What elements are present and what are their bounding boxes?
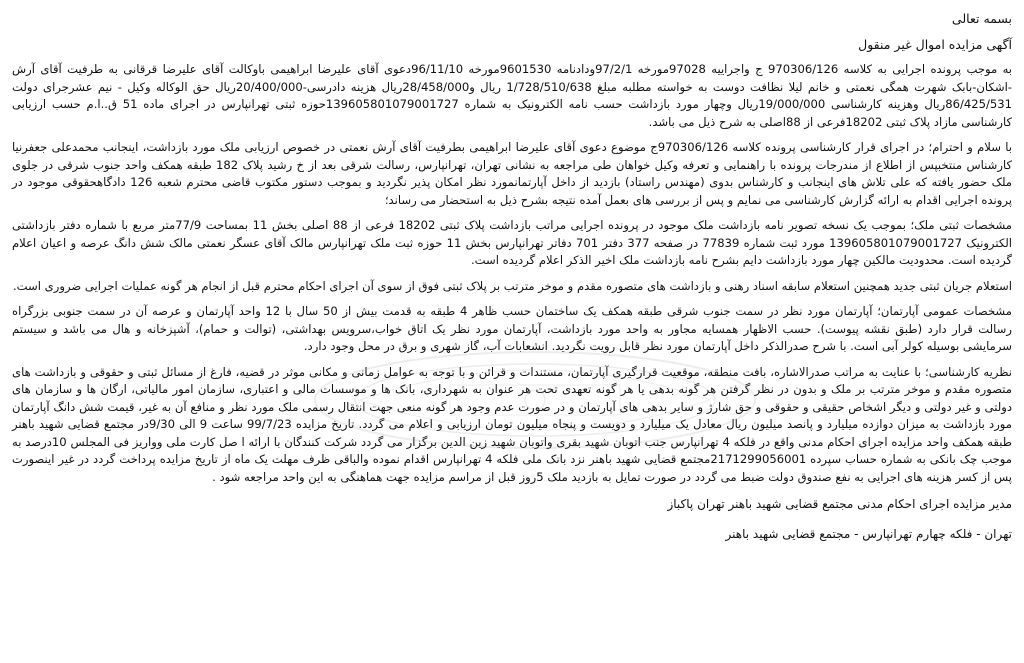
paragraph-expert-intro: با سلام و احترام؛ در اجرای قرار کارشناسی پرونده کلاسه 970306/126ج موضوع دعوی آقای علیرضا ابراهیمی بطرفیت آقای آرش نعمتی در خصوص ارزیابی ملک مورد بازداشت، اینجانب محمدعلی جعفرنیا کارشناس منتخبپس از اطلاع از مندرجات پرونده با راهنمایی و تعرفه وکیل خواهان طی مراجعه به نشانی تهران، تهرانپارس، رسالت شرقی بعد از خ رشید پلاک 182 طبقه همکف واحد جنوب شرقی در جلوی ملک حضور یافته که علی تلاش های اینجانب و کارشناس بدوی (مهندس راستاد) بازدید از داخل آپارتمانمورد نظر امکان پذیر نگردید و بموجب دستور مکتوب قاضی محترم شعبه 126 دادگاهحقوقی موجود در پرونده اجرایی اقدام به ارائه گزارش کارشناسی می نمایم و پس از بررسی های بعمل آمده نتیجه بشرح ذیل به استحضار می رساند؛ <box>12 140 1012 207</box>
signature-line: مدیر مزایده اجرای احکام مدنی مجتمع قضایی شهید باهنر تهران پاکباز <box>667 497 1012 511</box>
paragraph-expert-opinion: نظریه کارشناسی؛ با عنایت به مراتب صدرالاشاره، بافت منطقه، موقعیت قرارگیری آپارتمان، مستندات و قرائن و با توجه به عوامل زمانی و مکانی موثر در قضیه، فارغ از مسائل ثبتی و حقوقی و بازداشت های متصوره مقدم و موخر مترتب بر ملک و بدون در نظر گرفتن هر گونه بدهی یا هر گونه تعهدی تحت هر عنوان به شهرداری، بانک ها و موسسات مالی و اعتباری، سازمان امور مالیاتی، ارگان ها و سازمان های دولتی و غیر دولتی و دیگر اشخاص حقیقی و حقوقی و حق شارژ و سایر بدهی های آپارتمان و در صورت عدم وجود هر گونه منعی جهت انتقال رسمی ملک مورد نظر و منافع آن به غیر، قیمت شش دانگ آپارتمان مورد بازداشت به میزان دوازده میلیارد و پانصد میلیون ریال معادل یک میلیارد و دویست و پنجاه میلیون تومان ارزیابی و اعلام می گردد. تاریخ مزایده 99/7/23 ساعت 9 الی 9/30در مجتمع قضایی شهید باهنر طبقه همکف واحد مزایده اجرای احکام مدنی واقع در فلکه 4 تهرانپارس جنب اتوبان شهید بقری واتوبان شهید زین الدین برگزار می گردد شرکت کنندگان با ارائه ا صل کارت ملی وواریز فی المجلس 10درصد به موجب چک بانکی به شماره حساب سپرده 2171299056001مجتمع قضایی شهید باهنر نزد بانک ملی فلکه 4 تهرانپارس اقدام نموده والباقی ظرف مهلت یک ماه از تاریخ مزایده پرداخت گردد در غیر اینصورت پس از کسر هزینه های اجرایی به نفع صندوق دولت ضبط می گردد در صورت تمایل به بازدید ملک 5روز قبل از مراسم مزایده جهت هماهنگی به این واحد مراجعه شود . <box>12 364 1013 484</box>
paragraph-inquiry-note: استعلام جریان ثبتی جدید همچنین استعلام سابقه اسناد رهنی و بازداشت های متصوره مقدم و موخر مترتب بر پلاک ثبتی فوق از سوی آن اجرای احکام محترم قبل از انجام هر گونه عملیات اجرایی ضروری است. <box>12 278 1012 293</box>
paragraph-registration-details: مشخصات ثبتی ملک؛ بموجب یک نسخه تصویر نامه بازداشت ملک موجود در پرونده اجرایی مراتب بازداشت پلاک ثبتی 18202 فرعی از 88 اصلی بخش 11 بمساحت 77/9متر مربع با شماره دفتر بازداشتی الکترونیک 139605801079001727 مورد ثبت شماره 77839 در صفحه 377 دفتر 701 دفاتر تهرانپارس بخش 11 حوزه ثبت ملک تهرانپارس مالک آقای عسگر نعمتی مالک شش دانگ عرصه و اعیان اعلام گردیده است. محدودیت مالکین چهار مورد بازداشت دایم بشرح نامه بازداشت ملک اخیر الذکر اعلام گردیده است. <box>12 218 1012 267</box>
basmala: بسمه تعالی <box>951 11 1012 26</box>
address-line: تهران - فلکه چهارم تهرانپارس - مجتمع قضایی شهید باهنر <box>725 526 1012 541</box>
paragraph-case-summary: به موجب پرونده اجرایی به کلاسه 970306/126 ج واجراییه 97028مورخه 97/2/1ودادنامه 9601530مورخه 96/11/10دعوی آقای علیرضا ابراهیمی باوکالت آقای علیرضا قرقانی به طرفیت آقای آرش -اشکان-بابک شهرت همگی نعمتی و خانم لیلا نظافت دوست به خواسته مطلبه مبلغ 1/728/510/638 ریال و28/458/000ریال هزینه دادرسی-20/400/000ریال حق الوکاله وکیل - نیم عشرجرای دولت 86/425/531ریال وهزینه کارشناسی 19/000/000ریال وچهار مورد بازداشت حسب نامه الکترونیک به شماره 139605801079001727حوزه ثبتی تهرانپارس در اجرای ماده 51 ق..ا.م حسب ارزیابی کارشناسی مازاد پلاک ثبتی 18202فرعی از 88اصلی به شرح ذیل می باشد. <box>12 62 1013 129</box>
document-title: آگهی مزایده اموال غیر منقول <box>858 36 1012 52</box>
paragraph-apartment-specs: مشخصات عمومی آپارتمان؛ آپارتمان مورد نظر در سمت جنوب شرقی طبقه همکف یک ساختمان حسب ظاهر 4 طبقه به قدمت بیش از 50 سال با 12 واحد آپارتمان و عرصه آن در سمت جنوبی بزرگراه رسالت قرار دارد (طبق نقشه پیوست). حسب الاظهار همسایه مجاور به واحد مورد بازداشت، آپارتمان مورد نظر یک اتاق خواب،سرویس بهداشتی، (توالت و حمام)، آشپزخانه و هال می باشد و سیستم سرمایشی بوسیله کولر آبی است. با شرح صدرالذکر داخل آپارتمان مورد نظر قابل رویت نگردید. انشعابات آب، گاز شهری و برق در محل وجود دارد. <box>12 304 1012 353</box>
